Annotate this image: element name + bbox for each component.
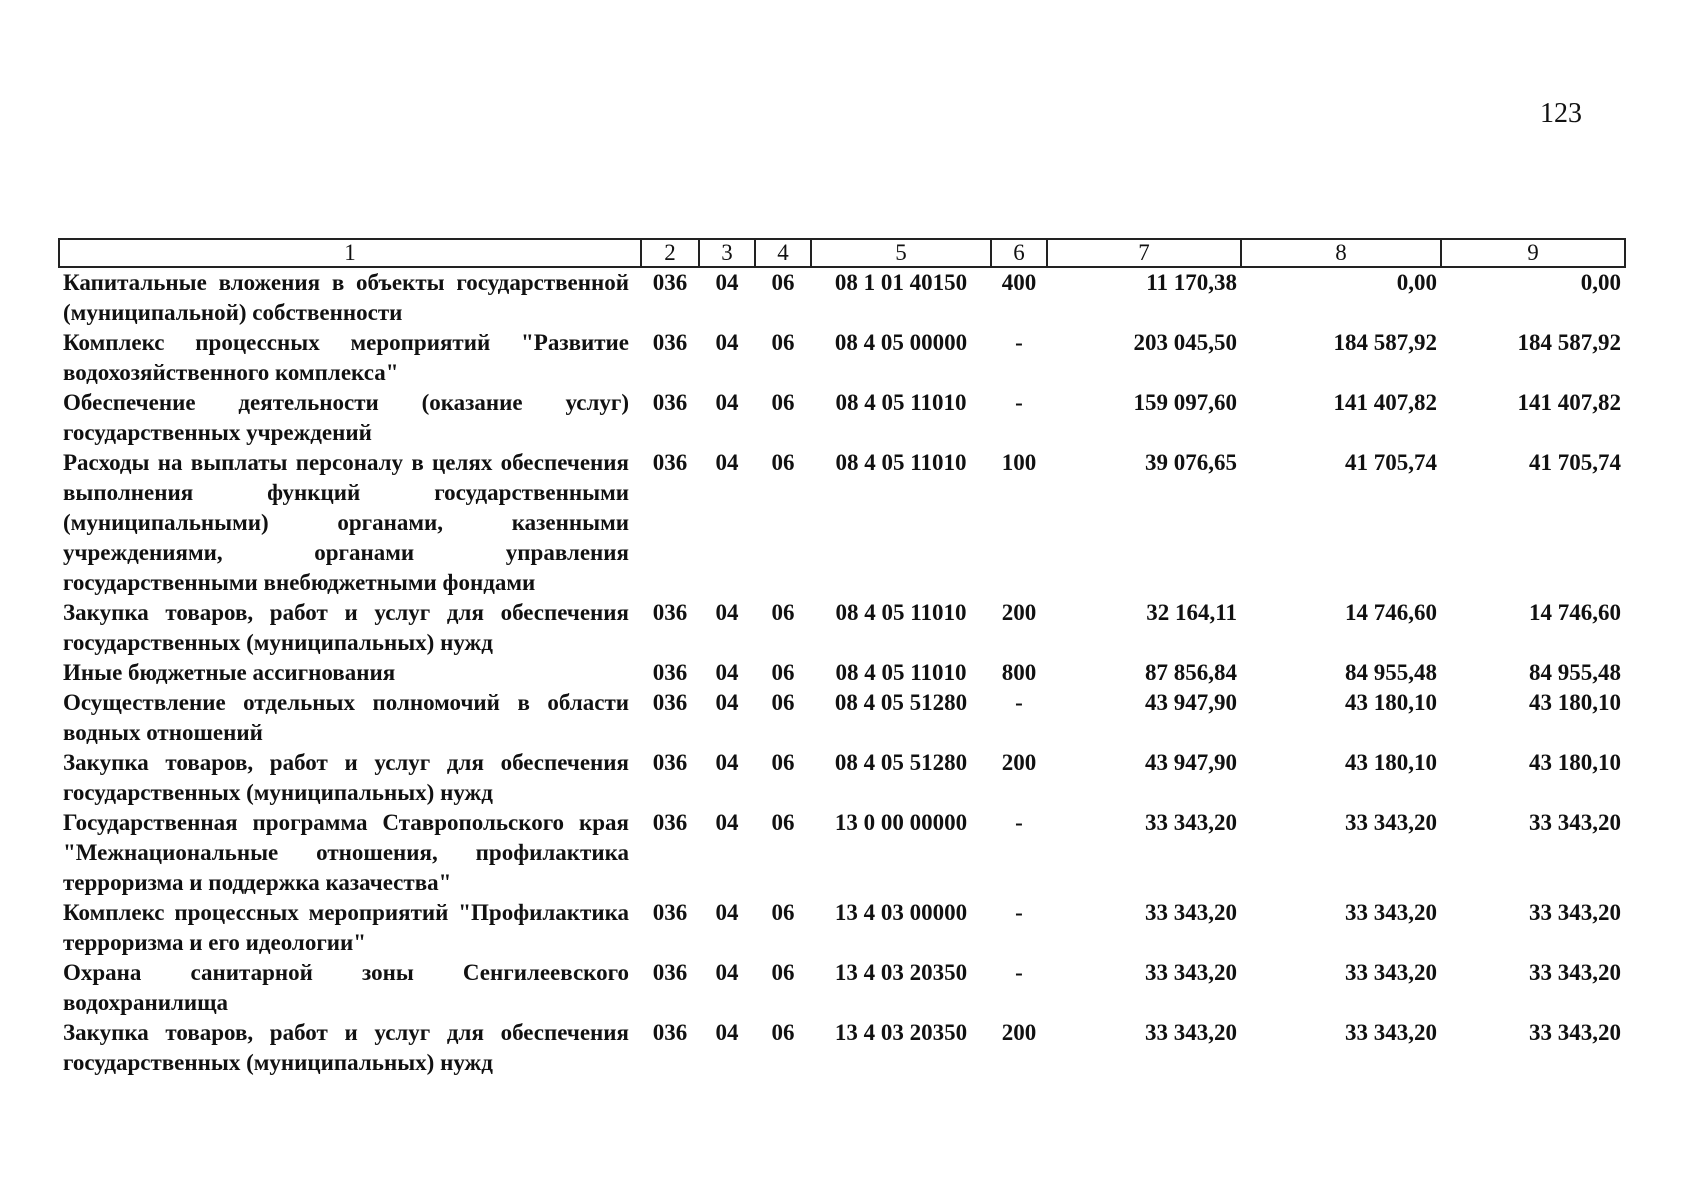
ministry-code-cell: 036 <box>652 750 688 775</box>
section-code-cell: 04 <box>715 750 739 775</box>
amount-col8-cell: 33 343,20 <box>1345 900 1437 925</box>
subsection-code-cell: 06 <box>771 750 795 775</box>
table-row <box>59 808 1625 898</box>
target-article-cell: 08 4 05 11010 <box>835 660 967 685</box>
expense-name-cell: Капитальные вложения в объекты государственной (муниципальной) собственности <box>63 270 629 325</box>
amount-col9-cell: 14 746,60 <box>1529 600 1621 625</box>
table-row <box>59 328 1625 388</box>
amount-col7-cell: 87 856,84 <box>1145 660 1237 685</box>
amount-col7-cell: 159 097,60 <box>1133 390 1237 415</box>
column-header-1: 1 <box>59 239 641 267</box>
amount-col9-cell: 33 343,20 <box>1529 1020 1621 1045</box>
column-header-3: 3 <box>699 239 755 267</box>
subsection-code-cell: 06 <box>771 660 795 685</box>
subsection-code-cell: 06 <box>771 810 795 835</box>
column-header-7: 7 <box>1047 239 1241 267</box>
subsection-code-cell: 06 <box>771 450 795 475</box>
amount-col8-cell: 14 746,60 <box>1345 600 1437 625</box>
expense-name-cell: Расходы на выплаты персоналу в целях обеспечения выполнения функций государственными (муниципальными) органами, казенными учреждениями, органами управления государственными внебюджетными фондами <box>63 450 629 595</box>
section-code-cell: 04 <box>715 450 739 475</box>
target-article-cell: 08 4 05 11010 <box>835 390 967 415</box>
amount-col8-cell: 184 587,92 <box>1333 330 1437 355</box>
column-header-9: 9 <box>1441 239 1625 267</box>
target-article-cell: 13 0 00 00000 <box>834 810 968 835</box>
subsection-code-cell: 06 <box>771 270 795 295</box>
section-code-cell: 04 <box>715 690 739 715</box>
amount-col8-cell: 33 343,20 <box>1345 960 1437 985</box>
amount-col7-cell: 43 947,90 <box>1145 690 1237 715</box>
ministry-code-cell: 036 <box>652 330 688 355</box>
expense-name-cell: Закупка товаров, работ и услуг для обеспечения государственных (муниципальных) нужд <box>63 750 629 805</box>
subsection-code-cell: 06 <box>771 960 795 985</box>
budget-table <box>58 238 1626 1078</box>
table-row <box>59 448 1625 598</box>
amount-col9-cell: 0,00 <box>1580 270 1621 295</box>
table-row <box>59 267 1625 328</box>
amount-col9-cell: 33 343,20 <box>1529 900 1621 925</box>
amount-col8-cell: 43 180,10 <box>1345 690 1437 715</box>
expense-name-cell: Осуществление отдельных полномочий в области водных отношений <box>63 690 629 745</box>
ministry-code-cell: 036 <box>652 270 688 295</box>
expense-name-cell: Государственная программа Ставропольского края "Межнациональные отношения, профилактика терроризма и поддержка казачества" <box>63 810 629 895</box>
target-article-cell: 13 4 03 00000 <box>834 900 968 925</box>
target-article-cell: 13 4 03 20350 <box>834 960 968 985</box>
amount-col7-cell: 39 076,65 <box>1145 450 1237 475</box>
section-code-cell: 04 <box>715 270 739 295</box>
expense-name-cell: Комплекс процессных мероприятий "Развитие водохозяйственного комплекса" <box>63 330 629 385</box>
section-code-cell: 04 <box>715 660 739 685</box>
table-row <box>59 388 1625 448</box>
section-code-cell: 04 <box>715 390 739 415</box>
section-code-cell: 04 <box>715 810 739 835</box>
expense-type-cell: - <box>1015 330 1023 355</box>
target-article-cell: 08 4 05 00000 <box>834 330 968 355</box>
amount-col9-cell: 184 587,92 <box>1517 330 1621 355</box>
amount-col7-cell: 33 343,20 <box>1145 960 1237 985</box>
amount-col8-cell: 141 407,82 <box>1333 390 1437 415</box>
amount-col9-cell: 141 407,82 <box>1517 390 1621 415</box>
expense-type-cell: - <box>1015 900 1023 925</box>
expense-type-cell: 100 <box>1001 450 1037 475</box>
target-article-cell: 08 4 05 51280 <box>834 750 968 775</box>
expense-type-cell: 800 <box>1001 660 1037 685</box>
expense-name-cell: Закупка товаров, работ и услуг для обеспечения государственных (муниципальных) нужд <box>63 600 629 655</box>
table-row <box>59 688 1625 748</box>
column-header-5: 5 <box>811 239 991 267</box>
expense-type-cell: 200 <box>1001 750 1037 775</box>
table-row <box>59 598 1625 658</box>
subsection-code-cell: 06 <box>771 900 795 925</box>
target-article-cell: 08 1 01 40150 <box>834 270 968 295</box>
expense-type-cell: 200 <box>1001 1020 1037 1045</box>
expense-type-cell: - <box>1015 960 1023 985</box>
expense-type-cell: 200 <box>1001 600 1037 625</box>
amount-col9-cell: 33 343,20 <box>1529 960 1621 985</box>
ministry-code-cell: 036 <box>652 900 688 925</box>
subsection-code-cell: 06 <box>771 330 795 355</box>
amount-col8-cell: 84 955,48 <box>1345 660 1437 685</box>
ministry-code-cell: 036 <box>652 660 688 685</box>
table-row <box>59 748 1625 808</box>
amount-col9-cell: 84 955,48 <box>1529 660 1621 685</box>
column-header-4: 4 <box>755 239 811 267</box>
ministry-code-cell: 036 <box>652 690 688 715</box>
amount-col7-cell: 33 343,20 <box>1145 810 1237 835</box>
ministry-code-cell: 036 <box>652 810 688 835</box>
amount-col8-cell: 41 705,74 <box>1345 450 1437 475</box>
table-row <box>59 898 1625 958</box>
table-body <box>59 267 1625 1078</box>
target-article-cell: 08 4 05 11010 <box>835 600 967 625</box>
amount-col8-cell: 0,00 <box>1396 270 1437 295</box>
amount-col8-cell: 33 343,20 <box>1345 1020 1437 1045</box>
section-code-cell: 04 <box>715 960 739 985</box>
amount-col8-cell: 43 180,10 <box>1345 750 1437 775</box>
amount-col7-cell: 32 164,11 <box>1146 600 1237 625</box>
section-code-cell: 04 <box>715 1020 739 1045</box>
subsection-code-cell: 06 <box>771 600 795 625</box>
page-number: 123 <box>1540 98 1582 129</box>
target-article-cell: 08 4 05 51280 <box>834 690 968 715</box>
amount-col8-cell: 33 343,20 <box>1345 810 1437 835</box>
target-article-cell: 13 4 03 20350 <box>834 1020 968 1045</box>
expense-name-cell: Обеспечение деятельности (оказание услуг) государственных учреждений <box>63 390 629 445</box>
expense-type-cell: 400 <box>1001 270 1037 295</box>
amount-col7-cell: 33 343,20 <box>1145 900 1237 925</box>
expense-type-cell: - <box>1015 390 1023 415</box>
table-row <box>59 1018 1625 1078</box>
amount-col9-cell: 43 180,10 <box>1529 750 1621 775</box>
expense-name-cell: Комплекс процессных мероприятий "Профилактика терроризма и его идеологии" <box>63 900 629 955</box>
section-code-cell: 04 <box>715 330 739 355</box>
section-code-cell: 04 <box>715 600 739 625</box>
ministry-code-cell: 036 <box>652 600 688 625</box>
amount-col7-cell: 33 343,20 <box>1145 1020 1237 1045</box>
table-header-row <box>59 239 1625 267</box>
expense-name-cell: Закупка товаров, работ и услуг для обеспечения государственных (муниципальных) нужд <box>63 1020 629 1075</box>
amount-col7-cell: 43 947,90 <box>1145 750 1237 775</box>
subsection-code-cell: 06 <box>771 690 795 715</box>
column-header-6: 6 <box>991 239 1047 267</box>
table-row <box>59 658 1625 688</box>
section-code-cell: 04 <box>715 900 739 925</box>
ministry-code-cell: 036 <box>652 390 688 415</box>
table-row <box>59 958 1625 1018</box>
subsection-code-cell: 06 <box>771 1020 795 1045</box>
amount-col9-cell: 33 343,20 <box>1529 810 1621 835</box>
expense-type-cell: - <box>1015 810 1023 835</box>
expense-type-cell: - <box>1015 690 1023 715</box>
subsection-code-cell: 06 <box>771 390 795 415</box>
column-header-8: 8 <box>1241 239 1441 267</box>
amount-col7-cell: 203 045,50 <box>1133 330 1237 355</box>
target-article-cell: 08 4 05 11010 <box>835 450 967 475</box>
ministry-code-cell: 036 <box>652 960 688 985</box>
amount-col7-cell: 11 170,38 <box>1146 270 1237 295</box>
expense-name-cell: Охрана санитарной зоны Сенгилеевского водохранилища <box>63 960 629 1015</box>
column-header-2: 2 <box>641 239 699 267</box>
amount-col9-cell: 41 705,74 <box>1529 450 1621 475</box>
amount-col9-cell: 43 180,10 <box>1529 690 1621 715</box>
ministry-code-cell: 036 <box>652 450 688 475</box>
ministry-code-cell: 036 <box>652 1020 688 1045</box>
expense-name-cell: Иные бюджетные ассигнования <box>63 660 396 685</box>
